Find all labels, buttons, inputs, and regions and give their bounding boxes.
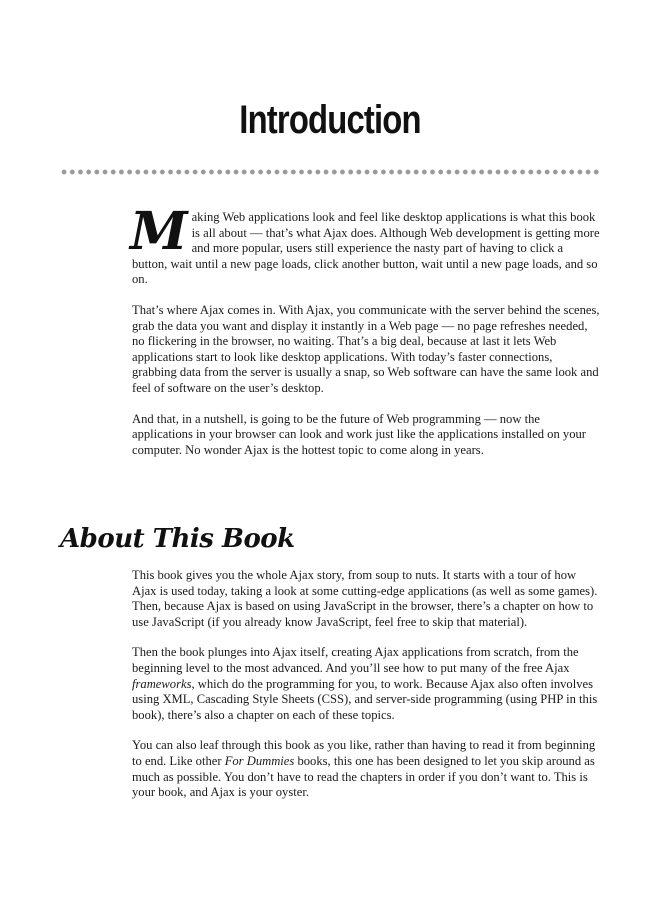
section-heading-about: About This Book [60,524,295,554]
about-paragraph-3 [132,738,600,800]
intro-paragraph-1 [130,201,600,288]
intro-paragraph-2: That’s where Ajax comes in. With Ajax, you communicate with the server behind the scenes, grab the data you want and display it instantly in a Web page — no page refreshes needed, no flickering in the browser, no waiting. That’s a big deal, because at last it lets Web applications start to look like desktop applications. With today’s faster connections, grabbing data from the server is usually a snap, so Web software can have the same look and feel of software on the user’s desktop. [132,302,600,395]
about-paragraph-2-start: Then the book plunges into Ajax itself, creating Ajax applications from scratch, from the beginning level to the most advanced. And you’ll see how to put many of the free Ajax [132,645,579,675]
for-dummies-emphasis: For Dummies [224,753,295,768]
about-paragraph-2 [132,645,600,723]
intro-section [130,201,600,473]
about-paragraph-3-start: You can also leaf through this book as you like, rather than having to read it from beginning to end. Like other [132,738,596,768]
dotted-divider [60,168,601,176]
drop-cap: M [130,201,188,262]
about-section [132,568,600,816]
intro-paragraph-3: And that, in a nutshell, is going to be the future of Web programming — now the applications in your browser can look and work just like the applications installed on your computer. No wonder Ajax is the hottest topic to come along in years. [132,411,586,457]
about-paragraph-1: This book gives you the whole Ajax story, from soup to nuts. It starts with a tour of how Ajax is used today, taking a look at some cutting-edge applications (as well as some games). Then, because Ajax is based on using JavaScript in the browser, there’s a chapter on how to use JavaScript (if you already know JavaScript, feel free to skip that material). [132,568,598,629]
intro-paragraph-1-text: aking Web applications look and feel like desktop applications is what this book is all about — that’s what Ajax does. Although Web development is getting more and more popular, users still experience the nasty part of having to click a button, wait until a new page loads, click another button, wait until a new page loads, and so on. [132,210,600,287]
about-paragraph-2-end: , which do the programming for you, to work. Because Ajax also often involves using XML, Cascading Style Sheets (CSS), and server-side programming (using PHP in this book), there’s also a chapter on each of these topics. [132,676,598,722]
about-paragraph-3-end: books, this one has been designed to let you skip around as much as possible. You don’t have to read the chapters in order if you don’t want to. This is your book, and Ajax is your oyster. [132,753,595,800]
frameworks-emphasis: frameworks [132,676,192,691]
chapter-title: Introduction [239,98,421,142]
